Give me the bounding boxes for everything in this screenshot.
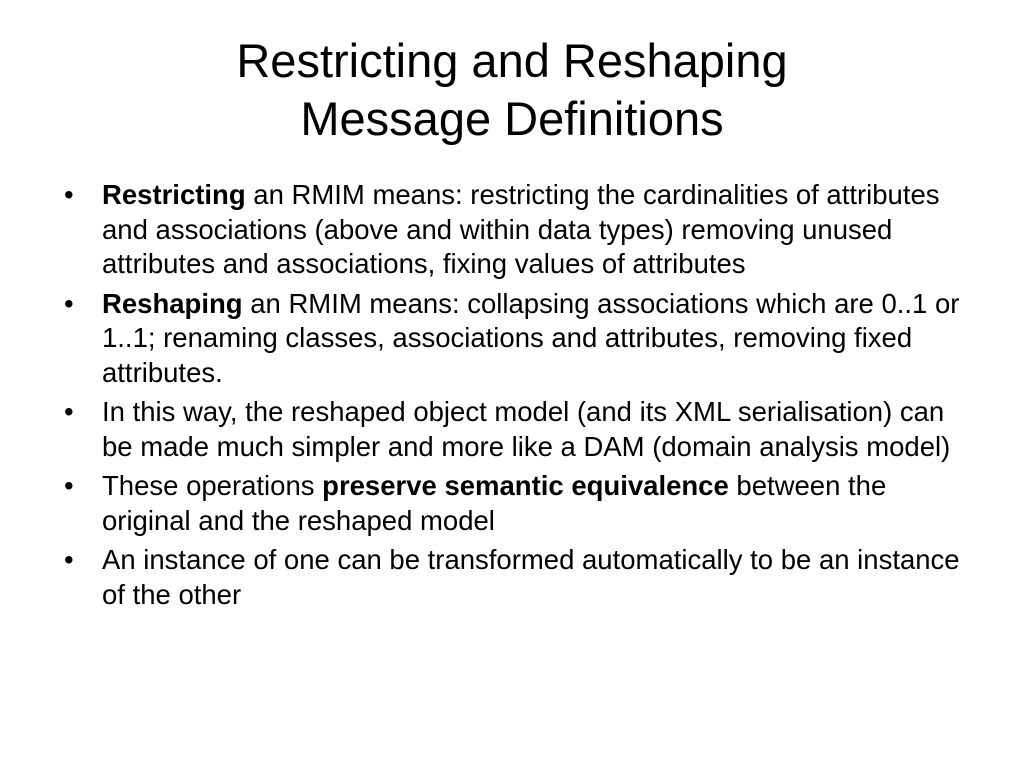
bullet-2-keyword: Reshaping xyxy=(102,287,243,319)
slide-title-line-1: Restricting and Reshaping xyxy=(236,34,788,87)
bullet-4-keyword: preserve semantic equivalence xyxy=(322,470,729,501)
bullet-item-restricting xyxy=(60,178,970,282)
bullet-icon: • xyxy=(64,396,74,427)
bullet-icon: • xyxy=(64,544,74,575)
bullet-2-text: an RMIM means: collapsing associations which are 0..1 or 1..1; renaming classes, associations and attributes, removing fixed attributes. xyxy=(102,287,960,388)
bullet-icon: • xyxy=(64,179,74,210)
bullet-4-text-after: between the original and the reshaped model xyxy=(102,470,887,536)
bullet-icon: • xyxy=(64,287,74,319)
bullet-item-reshaping xyxy=(60,287,970,391)
bullet-item-transformation xyxy=(60,543,970,612)
bullet-5-text: An instance of one can be transformed automatically to be an instance of the other xyxy=(102,544,960,610)
bullet-1-text: an RMIM means: restricting the cardinalities of attributes and associations (above and within data types) removing unused attributes and associations, fixing values of attributes xyxy=(102,179,940,279)
bullet-3-text: In this way, the reshaped object model (and its XML serialisation) can be made much simpler and more like a DAM (domain analysis model) xyxy=(102,396,951,462)
slide-title-line-2: Message Definitions xyxy=(300,92,724,145)
bullet-4-text-before: These operations xyxy=(102,470,323,501)
bullet-item-semantic-equivalence xyxy=(60,469,970,538)
bullet-icon: • xyxy=(64,470,74,501)
bullet-list xyxy=(60,178,970,617)
bullet-1-keyword: Restricting xyxy=(102,179,246,210)
bullet-item-simpler-model xyxy=(60,395,970,464)
slide-title xyxy=(0,32,1024,148)
